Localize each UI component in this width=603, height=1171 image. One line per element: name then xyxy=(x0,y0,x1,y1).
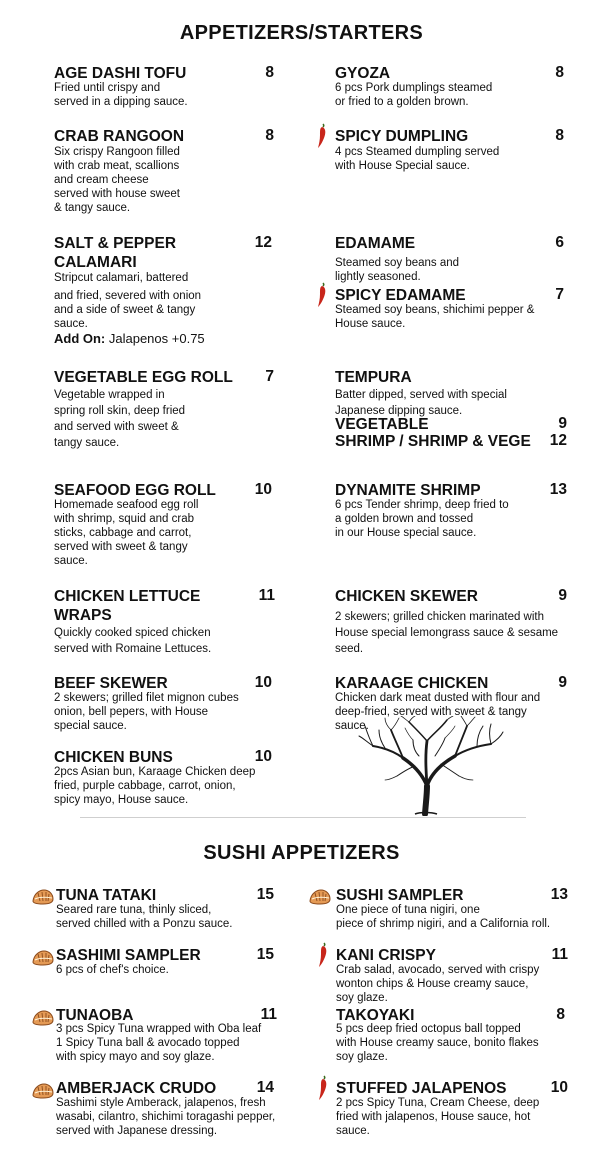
item-price: 14 xyxy=(256,1079,274,1096)
item-name: BEEF SKEWER xyxy=(54,675,168,692)
item-price: 12 xyxy=(254,234,272,251)
item-price: 13 xyxy=(550,886,568,903)
item-name: SPICY DUMPLING xyxy=(335,128,469,145)
tree-illustration xyxy=(355,716,505,816)
item-name: GYOZA xyxy=(335,65,391,82)
item-name: DYNAMITE SHRIMP xyxy=(335,482,481,499)
dumpling-icon xyxy=(309,889,331,905)
item-price: 8 xyxy=(556,1006,565,1023)
dumpling-icon xyxy=(32,950,54,966)
item-price: 10 xyxy=(550,1079,568,1096)
item-price: 10 xyxy=(254,481,272,498)
item-name: SUSHI SAMPLER xyxy=(336,887,464,904)
item-description: Stripcut calamari, battered and fried, severed with onion and a side of sweet & tangy sauce. xyxy=(54,272,202,330)
item-name: SPICY EDAMAME xyxy=(335,287,466,304)
addon-text: Add On: Jalapenos +0.75 xyxy=(54,331,205,346)
item-description: Sashimi style Amberack, jalapenos, fresh wasabi, cilantro, shichimi toragashi pepper, served with Japanese dressing. xyxy=(56,1097,276,1137)
item-name: EDAMAME xyxy=(335,235,416,252)
item-price: 9 xyxy=(558,674,567,691)
item-name: CRAB RANGOON xyxy=(54,128,185,145)
item-price: 11 xyxy=(551,946,568,963)
chili-pepper-icon xyxy=(317,282,327,308)
item-name: SALT & PEPPER CALAMARI xyxy=(54,235,177,271)
item-description: Homemade seafood egg roll with shrimp, squid and crab sticks, cabbage and carrot, served with sweet & tangy sauce. xyxy=(54,499,199,567)
dumpling-icon xyxy=(32,889,54,905)
item-name: KARAAGE CHICKEN xyxy=(335,675,489,692)
item-price: 10 xyxy=(254,748,272,765)
chili-pepper-icon xyxy=(318,942,328,968)
dumpling-icon xyxy=(32,1083,54,1099)
item-name: VEGETABLE EGG ROLL xyxy=(54,369,233,386)
item-description: 4 pcs Steamed dumpling served with House Special sauce. xyxy=(335,146,500,172)
item-description: Seared rare tuna, thinly sliced, served chilled with a Ponzu sauce. xyxy=(56,904,233,930)
tempura-shrimp: SHRIMP / SHRIMP & VEGE xyxy=(335,433,531,450)
item-price: 11 xyxy=(260,1006,277,1023)
dumpling-icon xyxy=(32,1010,54,1026)
chili-pepper-icon xyxy=(317,123,327,149)
item-description: 6 pcs Pork dumplings steamed or fried to a golden brown. xyxy=(335,82,493,108)
item-description: Batter dipped, served with special Japanese dipping sauce. xyxy=(335,389,507,417)
item-description: Steamed soy beans, shichimi pepper & House sauce. xyxy=(335,304,535,330)
item-price: 8 xyxy=(265,127,274,144)
item-price: 7 xyxy=(265,368,274,385)
chili-pepper-icon xyxy=(318,1075,328,1101)
item-price: 15 xyxy=(256,886,274,903)
tempura-vegetable-price: 9 xyxy=(558,415,567,432)
item-description: 5 pcs deep fried octopus ball topped with House creamy sauce, bonito flakes soy glaze. xyxy=(336,1023,539,1063)
item-description: Fried until crispy and served in a dipping sauce. xyxy=(54,82,188,108)
item-price: 6 xyxy=(555,234,564,251)
item-description: Chicken dark meat dusted with flour and deep-fried, served with sweet & tangy sauce. xyxy=(335,692,541,732)
appetizers-heading: APPETIZERS/STARTERS xyxy=(179,22,424,44)
item-description: 6 pcs of chef's choice. xyxy=(56,964,169,976)
item-description: 6 pcs Tender shrimp, deep fried to a golden brown and tossed in our House special sauce. xyxy=(335,499,509,539)
item-description: Vegetable wrapped in spring roll skin, deep fried and served with sweet & tangy sauce. xyxy=(54,389,186,449)
item-name: STUFFED JALAPENOS xyxy=(336,1080,507,1097)
item-description: Steamed soy beans and lightly seasoned. xyxy=(335,257,460,283)
item-name: TEMPURA xyxy=(335,369,412,386)
item-description: 2pcs Asian bun, Karaage Chicken deep fried, purple cabbage, carrot, onion, spicy mayo, House sauce. xyxy=(54,766,256,806)
item-name: CHICKEN BUNS xyxy=(54,749,173,766)
item-price: 15 xyxy=(256,946,274,963)
item-price: 8 xyxy=(555,127,564,144)
item-name: CHICKEN SKEWER xyxy=(335,588,478,605)
section-divider xyxy=(80,817,526,818)
item-name: AMBERJACK CRUDO xyxy=(56,1080,217,1097)
item-name: TUNA TATAKI xyxy=(56,887,157,904)
item-description: 3 pcs Spicy Tuna wrapped with Oba leaf 1 Spicy Tuna ball & avocado topped with spicy mayo and soy glaze. xyxy=(56,1023,262,1063)
item-price: 7 xyxy=(555,286,564,303)
item-price: 13 xyxy=(549,481,567,498)
item-name: SEAFOOD EGG ROLL xyxy=(54,482,216,499)
item-description: 2 pcs Spicy Tuna, Cream Cheese, deep fried with jalapenos, House sauce, hot sauce. xyxy=(336,1097,540,1137)
item-description: One piece of tuna nigiri, one piece of shrimp nigiri, and a California roll. xyxy=(336,904,551,930)
item-price: 11 xyxy=(258,587,275,604)
tempura-vegetable: VEGETABLE xyxy=(335,416,429,433)
item-description: 2 skewers; grilled filet mignon cubes onion, bell pepers, with House special sauce. xyxy=(54,692,239,732)
item-description: Quickly cooked spiced chicken served with Romaine Lettuces. xyxy=(54,627,212,655)
item-name: SASHIMI SAMPLER xyxy=(56,947,201,964)
tempura-shrimp-price: 12 xyxy=(549,432,567,449)
item-price: 9 xyxy=(558,587,567,604)
item-name: TUNAOBA xyxy=(56,1007,134,1024)
item-price: 10 xyxy=(254,674,272,691)
item-name: AGE DASHI TOFU xyxy=(54,65,187,82)
item-price: 8 xyxy=(555,64,564,81)
item-description: 2 skewers; grilled chicken marinated with House special lemongrass sauce & sesame seed. xyxy=(335,611,559,655)
item-name: CHICKEN LETTUCE WRAPS xyxy=(54,588,201,624)
sushi-appetizers-heading: SUSHI APPETIZERS xyxy=(203,842,400,864)
item-name: KANI CRISPY xyxy=(336,947,436,964)
item-price: 8 xyxy=(265,64,274,81)
item-description: Crab salad, avocado, served with crispy wonton chips & House creamy sauce, soy glaze. xyxy=(336,964,540,1004)
item-description: Six crispy Rangoon filled with crab meat, scallions and cream cheese served with house sweet & tangy sauce. xyxy=(54,146,180,214)
item-name: TAKOYAKI xyxy=(336,1007,415,1024)
